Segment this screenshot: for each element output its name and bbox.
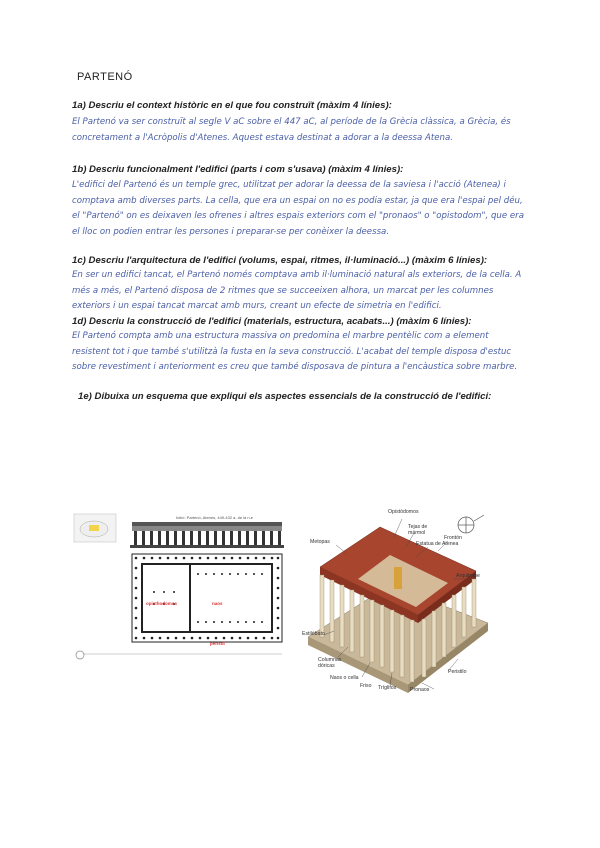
figure-cutaway — [298, 507, 498, 697]
question-1e: 1e) Dibuixa un esquema que expliqui els aspectes essencials de la construcció de l'edifici: — [78, 391, 492, 402]
plan-label-naos: naos — [212, 601, 223, 606]
answer-1c: En ser un edifici tancat, el Partenó només comptava amb il·luminació natural als exteriors, de la cella. A més a més, el Partenó disposa de 2 ritmes que se succeeixen alhora, un marcat per les columnes exteriors i un espai tancat marcat amb murs, creant un efecte de simetria en l'edifici. — [72, 270, 522, 312]
answer-1a: El Partenó va ser construït al segle V aC sobre el 447 aC, al període de la Grècia clàssica, a Grècia, és concretament a l'Acròpolis d'Atenes. Aquest estava destinat a adorar a la deessa Atena. — [72, 117, 511, 143]
label-tejas: Tejas de mármol — [408, 524, 428, 536]
plan-label-opisthodomos: opisthodomos — [146, 601, 177, 606]
plan-caption: Ictinì: Partenó, Atenes, 449-432 a. de la n.e — [176, 515, 253, 520]
label-opistodomos: Opistódomos — [388, 509, 419, 515]
label-metopas: Metopas — [310, 539, 330, 545]
plan-label-peristil: peristil — [210, 641, 225, 646]
parthenon-plan-illustration — [72, 512, 284, 662]
figure-plan — [72, 512, 284, 662]
label-estatua: Estatua de Atenea — [416, 541, 459, 547]
label-arquitrabe: Arquitrabe — [456, 573, 480, 579]
question-1b: 1b) Descriu funcionalment l'edifici (parts i com s'usava) (màxim 4 línies): — [72, 164, 404, 175]
label-triglifos: Tríglifos — [378, 685, 397, 691]
answer-1d: El Partenó compta amb una estructura massiva on predomina el marbre pentèlic com a element resistent tot i que també s'utilitzà la fusta en la seva construcció. L'acabat del temple disposa d'estuc sobre revestiment i anteriorment es creu que també disposava de pintura a l'encàustica sobre marbre. — [72, 331, 518, 373]
label-friso: Friso — [360, 683, 372, 689]
label-columnas: Columnas dóricas — [318, 657, 342, 669]
question-1c: 1c) Descriu l'arquitectura de l'edifici (volums, espai, ritmes, il·luminació...) (màxim 6 línies): — [72, 255, 488, 266]
label-peristilo: Peristilo — [448, 669, 467, 675]
question-1a: 1a) Descriu el context històric en el que fou construït (màxim 4 línies): — [72, 100, 392, 111]
label-fronton: Frontón — [444, 535, 462, 541]
answer-1b: L'edifici del Partenó és un temple grec, utilitzat per adorar la deessa de la saviesa i l'acció (Atenea) i comptava amb diverses parts. La cella, que era un espai on no es podia estar, ja que era l'espai pel déu, el "Partenó" on es deixaven les ofrenes i altres espais exteriors com el "pronaos" o "opistodom", que era el lloc on podien entrar les persones i preparar-se per conèixer la deessa. — [72, 180, 524, 237]
label-naos: Naos o cella — [330, 675, 359, 681]
question-1d: 1d) Descriu la construcció de l'edifici (materials, estructura, acabats...) (màxim 6 línies): — [72, 316, 472, 327]
label-estilobato: Estilóbato — [302, 631, 325, 637]
page-title: PARTENÓ — [77, 71, 133, 83]
label-pronaos: Pronaos — [410, 687, 430, 693]
